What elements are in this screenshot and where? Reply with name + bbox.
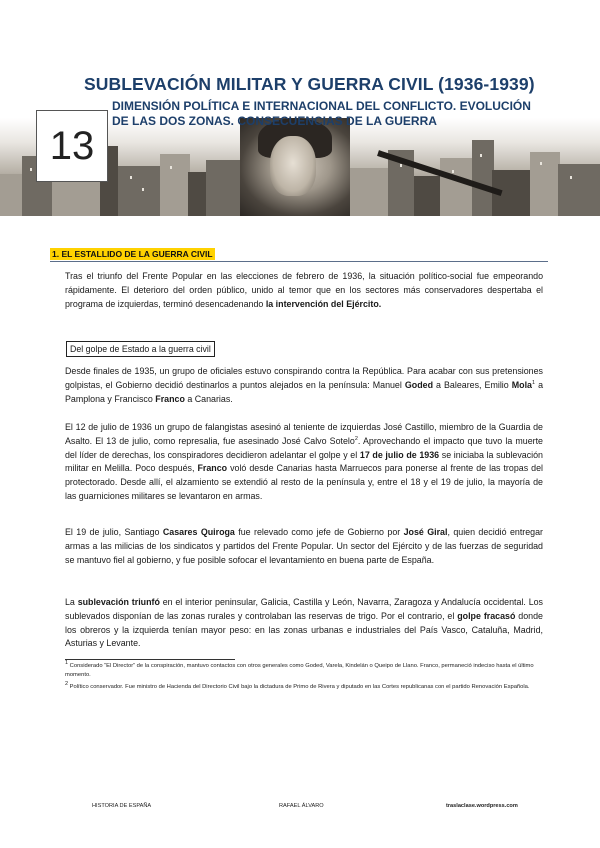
footnote-divider — [65, 659, 235, 660]
paragraph-3 — [65, 526, 543, 567]
p2-text-1: El 12 de julio de 1936 un grupo de falangistas asesinó al teniente de izquierdas José Castillo, miembro de la Guardia de Asalto. El 13 de julio, como represalia, fue asesinado José Calvo Sotelo — [65, 422, 543, 446]
page-title: SUBLEVACIÓN MILITAR Y GUERRA CIVIL (1936-1939) — [84, 74, 535, 94]
footnote-2-number: 2 — [65, 681, 69, 688]
p4-bold-fracaso: golpe fracasó — [457, 610, 516, 621]
p1-text-3: a Pamplona y Francisco — [65, 379, 544, 404]
p1-text-4: a Canarias. — [184, 393, 233, 404]
footer-left: HISTORIA DE ESPAÑA — [92, 803, 152, 809]
paragraph-1 — [65, 365, 543, 406]
p2-text-3: se iniciaba la sublevación militar en Melilla. Poco después, — [65, 449, 543, 474]
p3-text-1: El 19 de julio, Santiago — [65, 527, 163, 537]
paragraph-4 — [65, 596, 543, 651]
section-heading-text: 1. EL ESTALLIDO DE LA GUERRA CIVIL — [52, 249, 213, 259]
footnote-1-text: Considerado “El Director” de la conspiración, mantuvo contactos con otros generales como Goded, Varela, Kindelán o Queipo de Llano. Franco, permaneció indeciso hasta el último momento. — [65, 663, 534, 679]
p3-text-2: fue relevado como jefe de Gobierno por — [234, 527, 404, 537]
section-heading — [50, 247, 548, 262]
footnote-2-text: Político conservador. Fue ministro de Hacienda del Directorio Civil bajo la dictadura de Primo de Rivera y diputado en las Cortes republicanas con el partido Renovación Española. — [68, 684, 530, 690]
footer-right-link[interactable]: traslaclase.wordpress.com — [446, 803, 518, 809]
p4-text-2: en el interior peninsular, Galicia, Castilla y León, Navarra, Zaragoza y Andalucía occidental. Los sublevados disponían de las zonas rurales y controlaban las reservas de trigo. Por el contrario, el — [65, 597, 543, 621]
footnote-1-number: 1 — [65, 660, 69, 667]
p3-bold-casares: Casares Quiroga — [162, 527, 235, 537]
subtitle-line-1: DIMENSIÓN POLÍTICA E INTERNACIONAL DEL CONFLICTO. EVOLUCIÓN — [112, 99, 531, 113]
subheading-box: Del golpe de Estado a la guerra civil — [66, 341, 215, 357]
p1-bold-franco: Franco — [155, 393, 185, 404]
subtitle-line-2: DE LAS DOS ZONAS. CONSECUENCIAS DE LA GUERRA — [112, 114, 437, 128]
intro-bold: la intervención del Ejército. — [265, 298, 382, 309]
page-header — [0, 0, 600, 230]
paragraph-2 — [65, 421, 543, 504]
militiawoman-portrait — [240, 118, 350, 216]
p1-bold-goded: Goded — [404, 379, 433, 390]
footnote-2 — [65, 683, 545, 692]
footnote-ref-2[interactable]: 2 — [354, 435, 358, 442]
p1-text-1: Desde finales de 1935, un grupo de oficiales estuvo conspirando contra la República. Para acabar con sus pretensiones golpistas, el Gobierno decidió destinarlos a puntos alejados en la península: Manuel — [65, 366, 543, 390]
p4-bold-triunfo: sublevación triunfó — [77, 597, 160, 607]
footnote-1 — [65, 662, 545, 680]
p4-text-1: La — [65, 597, 78, 607]
footer-center: RAFAEL ÁLVARO — [279, 803, 324, 809]
p3-bold-giral: José Giral — [403, 527, 448, 537]
p4-text-3: donde los obreros y la izquierda tenían mayor peso: en las zonas urbanas e industriales del País Vasco, Cataluña, Madrid, Asturias y Levante. — [65, 610, 543, 649]
p2-text-4: voló desde Canarias hasta Marruecos para ponerse al frente de las tropas del protectorado. Desde allí, el alzamiento se extendió al resto de la península y, entre el 18 y el 19 de julio, la mayoría de las guarniciones militares se levantaron en armas. — [65, 463, 543, 501]
unit-number: 13 — [36, 110, 108, 182]
intro-text: Tras el triunfo del Frente Popular en las elecciones de febrero de 1936, la situación político-social fue empeorando rápidamente. El deterioro del orden público, unido al temor que en los sectores más conservadores despertaba el programa de izquierdas, terminó desencadenando — [65, 271, 543, 309]
p3-text-3: , quien decidió entregar armas a las milicias de los sindicatos y partidos del Frente Popular. Un sector del Ejército y de las fuerzas de seguridad se mantuvo fiel al gobierno, y fue posible sofocar el levantamiento en buena parte de España. — [65, 527, 544, 565]
p1-bold-mola: Mola — [511, 379, 532, 390]
p1-text-2: a Baleares, Emilio — [433, 379, 512, 390]
p2-bold-franco: Franco — [197, 463, 228, 474]
p2-text-2: . Aprovechando el impacto que tuvo la muerte del líder de derechas, los conspiradores decidieron adelantar el golpe y el — [65, 435, 543, 460]
intro-paragraph — [65, 270, 543, 311]
page-subtitle — [112, 99, 542, 129]
footnote-ref-1[interactable]: 1 — [531, 379, 536, 386]
p2-bold-date: 17 de julio de 1936 — [359, 449, 440, 460]
section-heading-rule — [50, 261, 548, 262]
